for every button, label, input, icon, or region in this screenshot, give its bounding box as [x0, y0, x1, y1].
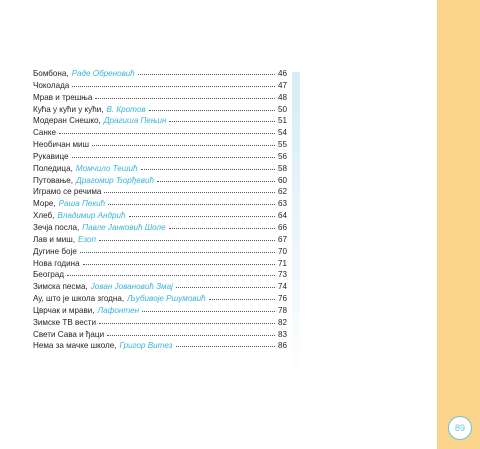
toc-row	[33, 282, 287, 294]
toc-row	[33, 294, 287, 306]
toc-row	[33, 176, 287, 188]
table-of-contents	[33, 69, 287, 353]
toc-title: Необичан миш	[33, 140, 90, 150]
toc-leader-dots	[176, 345, 275, 347]
toc-page-number: 47	[277, 80, 287, 90]
toc-leader-dots	[157, 180, 275, 182]
toc-leader-dots	[104, 191, 275, 193]
toc-title: Кућа у кући у кући,	[33, 104, 104, 114]
toc-leader-dots	[142, 310, 275, 312]
toc-leader-dots	[141, 168, 275, 170]
toc-author: В. Кротов	[106, 104, 146, 114]
toc-title: Модеран Снешко,	[33, 116, 101, 126]
toc-title: Лав и миш,	[33, 234, 75, 244]
toc-title: Рукавице	[33, 151, 69, 161]
toc-row	[33, 341, 287, 353]
toc-page-number: 63	[277, 199, 287, 209]
toc-author: Езоп	[77, 234, 96, 244]
toc-title: Море,	[33, 199, 56, 209]
toc-leader-dots	[80, 251, 275, 253]
toc-leader-dots	[83, 263, 275, 265]
toc-author: Павле Јанковић Шоле	[82, 222, 166, 232]
toc-page-number: 83	[277, 329, 287, 339]
toc-page-number: 51	[277, 116, 287, 126]
toc-title: Зимска песма,	[33, 282, 88, 292]
toc-row	[33, 223, 287, 235]
toc-row	[33, 306, 287, 318]
toc-title: Мрав и трешња	[33, 92, 93, 102]
toc-row	[33, 330, 287, 342]
toc-title: Зимске ТВ вести	[33, 317, 96, 327]
toc-page-number: 54	[277, 128, 287, 138]
toc-row	[33, 235, 287, 247]
toc-page-number: 60	[277, 175, 287, 185]
toc-author: Љубивоје Ршумовић	[127, 294, 206, 304]
toc-page-number: 74	[277, 282, 287, 292]
toc-page-number: 56	[277, 151, 287, 161]
accent-bar	[292, 72, 300, 382]
toc-row	[33, 152, 287, 164]
toc-row	[33, 128, 287, 140]
toc-author: Драгиша Пењин	[103, 116, 167, 126]
toc-row	[33, 69, 287, 81]
toc-title: Нема за мачке школе,	[33, 341, 117, 351]
toc-author: Лафонтен	[97, 305, 140, 315]
toc-leader-dots	[59, 132, 275, 134]
toc-title: Хлеб,	[33, 211, 55, 221]
toc-title: Зечја посла,	[33, 222, 80, 232]
toc-leader-dots	[176, 286, 275, 288]
toc-page-number: 70	[277, 246, 287, 256]
toc-page-number: 78	[277, 305, 287, 315]
toc-page-number: 86	[277, 341, 287, 351]
toc-title: Београд	[33, 270, 64, 280]
toc-author: Момчило Тешић	[75, 163, 138, 173]
toc-page-number: 62	[277, 187, 287, 197]
toc-leader-dots	[138, 73, 275, 75]
toc-page-number: 50	[277, 104, 287, 114]
toc-author: Григор Витез	[119, 341, 173, 351]
toc-title: Поледица,	[33, 163, 73, 173]
toc-leader-dots	[95, 97, 275, 99]
toc-title: Цврчак и мрави,	[33, 305, 95, 315]
toc-leader-dots	[108, 203, 275, 205]
toc-leader-dots	[72, 156, 275, 158]
toc-title: Нова година	[33, 258, 80, 268]
toc-row	[33, 259, 287, 271]
toc-row	[33, 187, 287, 199]
toc-row	[33, 270, 287, 282]
toc-page-number: 55	[277, 140, 287, 150]
page-number: 89	[454, 422, 465, 433]
toc-page-number: 76	[277, 294, 287, 304]
toc-title: Ау, што је школа згодна,	[33, 294, 125, 304]
toc-row	[33, 105, 287, 117]
toc-leader-dots	[92, 144, 275, 146]
toc-page-number: 58	[277, 163, 287, 173]
toc-page-number: 71	[277, 258, 287, 268]
toc-leader-dots	[67, 274, 275, 276]
toc-title: Санке	[33, 128, 57, 138]
toc-title: Бомбона,	[33, 69, 69, 78]
side-color-band	[437, 0, 480, 449]
toc-row	[33, 199, 287, 211]
toc-page-number: 67	[277, 234, 287, 244]
toc-leader-dots	[209, 298, 275, 300]
toc-page-number: 82	[277, 317, 287, 327]
toc-title: Дугине боје	[33, 246, 77, 256]
toc-leader-dots	[99, 239, 275, 241]
toc-leader-dots	[107, 334, 275, 336]
toc-title: Свети Сава и ђаци	[33, 329, 105, 339]
toc-leader-dots	[72, 85, 275, 87]
toc-row	[33, 211, 287, 223]
toc-author: Јован Јовановић Змај	[90, 282, 173, 292]
toc-leader-dots	[99, 322, 275, 324]
toc-row	[33, 318, 287, 330]
toc-page-number: 66	[277, 222, 287, 232]
toc-row	[33, 93, 287, 105]
toc-author: Владимир Андрић	[57, 211, 126, 221]
toc-leader-dots	[169, 120, 275, 122]
toc-page-number: 64	[277, 211, 287, 221]
toc-title: Путовање,	[33, 175, 74, 185]
toc-title: Чоколада	[33, 80, 70, 90]
toc-page-number: 46	[277, 69, 287, 78]
page-number-badge	[448, 416, 472, 440]
toc-leader-dots	[129, 215, 276, 217]
toc-page-number: 48	[277, 92, 287, 102]
toc-author: Раша Пекић	[58, 199, 106, 209]
toc-author: Драгомир Ђорђевић	[76, 175, 154, 185]
toc-row	[33, 247, 287, 259]
toc-row	[33, 140, 287, 152]
toc-leader-dots	[149, 109, 275, 111]
toc-page-number: 73	[277, 270, 287, 280]
toc-leader-dots	[169, 227, 275, 229]
toc-row	[33, 116, 287, 128]
toc-title: Играмо се речима	[33, 187, 102, 197]
toc-row	[33, 164, 287, 176]
toc-row	[33, 81, 287, 93]
toc-author: Раде Обреновић	[71, 69, 135, 78]
